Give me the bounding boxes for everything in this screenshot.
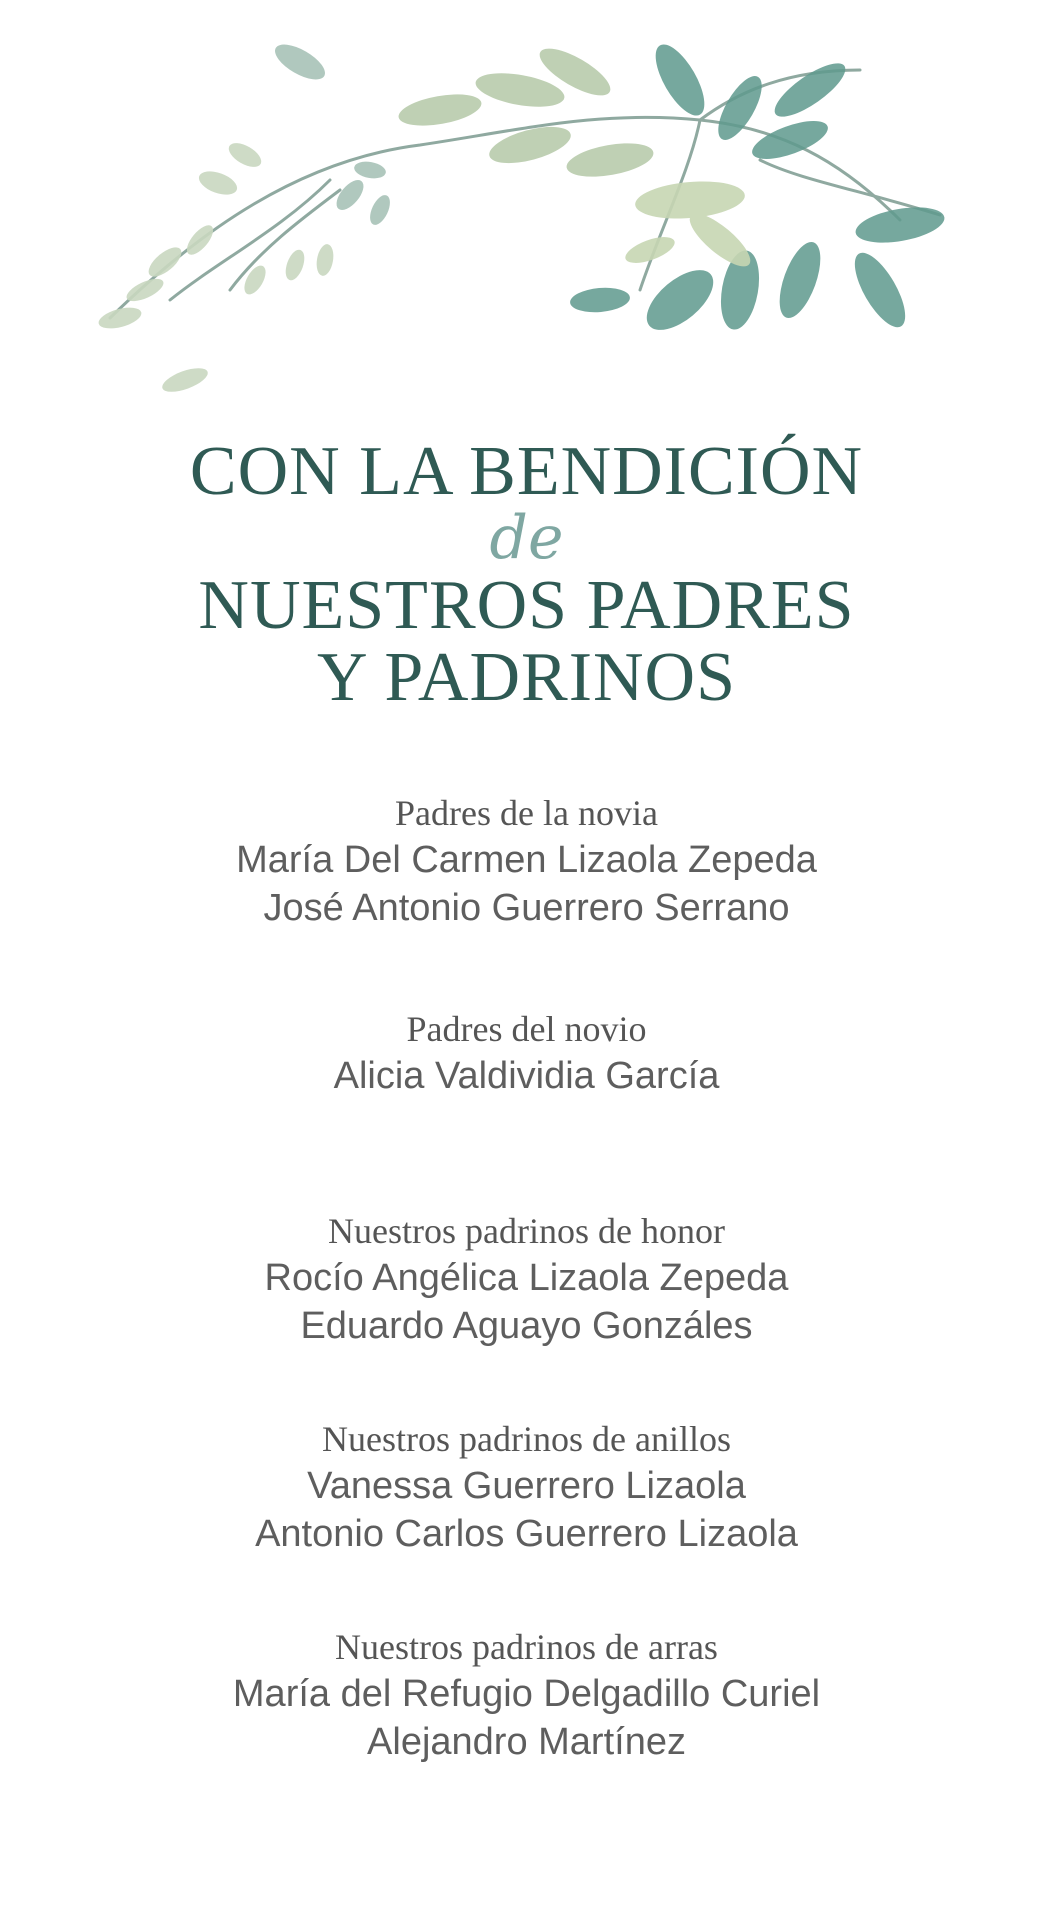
person-name: José Antonio Guerrero Serrano — [263, 887, 790, 929]
heading-line-1: CON LA BENDICIÓN — [189, 433, 864, 510]
person-name: Vanessa Guerrero Lizaola — [307, 1465, 746, 1507]
group-title: Padres de la novia — [395, 793, 658, 833]
person-name: María Del Carmen Lizaola Zepeda — [236, 839, 817, 881]
group-godparents-rings — [0, 1416, 1053, 1558]
eucalyptus-branch-illustration — [0, 0, 1053, 420]
group-parents-bride — [0, 790, 1053, 932]
person-name: Antonio Carlos Guerrero Lizaola — [255, 1513, 798, 1555]
person-name: Alicia Valdividia García — [333, 1055, 720, 1097]
person-name: Rocío Angélica Lizaola Zepeda — [264, 1257, 789, 1299]
heading-connector-script: de — [489, 503, 564, 573]
heading-line-2: NUESTROS PADRES — [198, 567, 855, 644]
group-title: Padres del novio — [406, 1009, 647, 1049]
group-parents-groom — [0, 1006, 1053, 1100]
heading-line-3: Y PADRINOS — [316, 639, 737, 716]
group-title: Nuestros padrinos de anillos — [322, 1419, 731, 1459]
person-name: Alejandro Martínez — [367, 1721, 686, 1763]
person-name: María del Refugio Delgadillo Curiel — [232, 1673, 821, 1715]
group-godparents-honor — [0, 1208, 1053, 1350]
group-title: Nuestros padrinos de honor — [328, 1211, 725, 1251]
person-name: Eduardo Aguayo Gonzáles — [300, 1305, 753, 1347]
group-godparents-arras — [0, 1624, 1053, 1766]
group-title: Nuestros padrinos de arras — [335, 1627, 718, 1667]
